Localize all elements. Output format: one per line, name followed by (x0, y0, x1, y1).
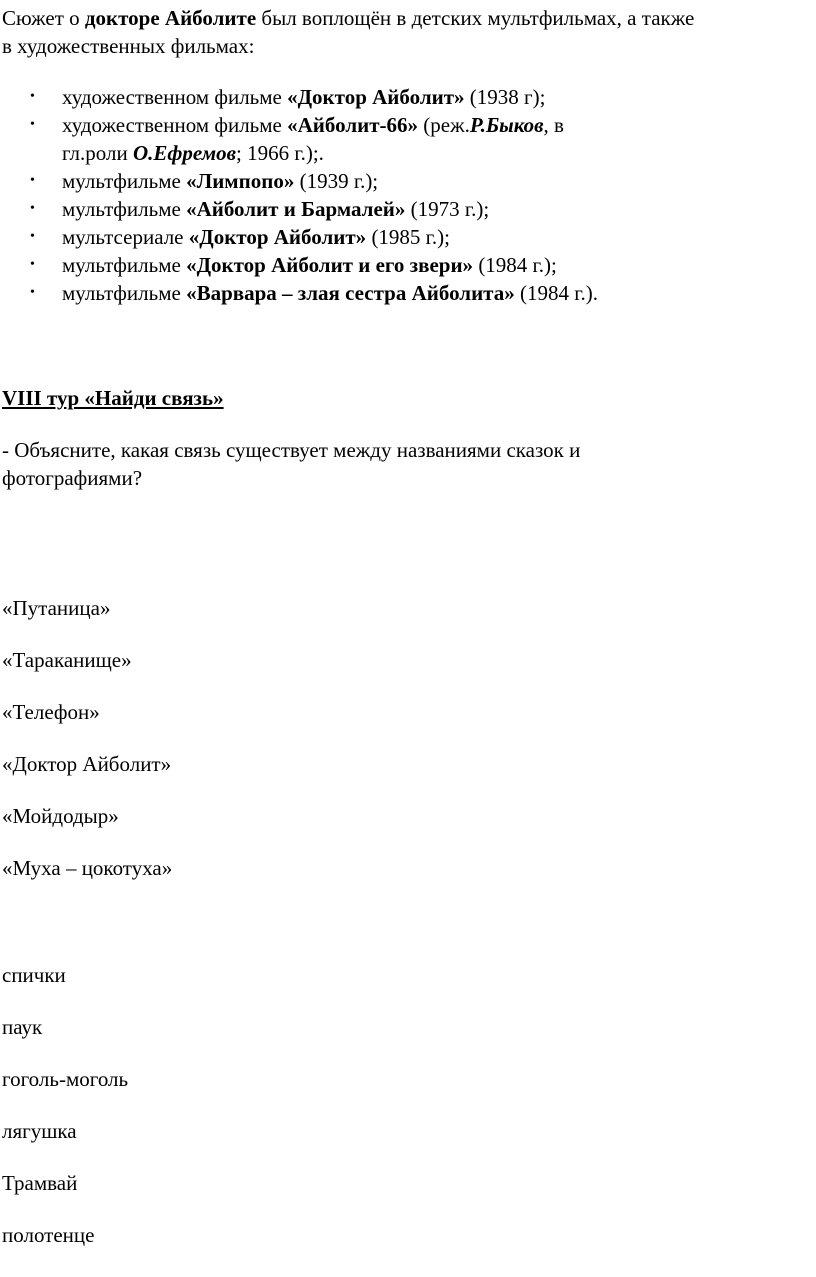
film-prefix: мультфильме (62, 253, 187, 277)
list-item (0, 223, 720, 251)
list-item: «Муха – цокотуха» (2, 856, 173, 880)
film-title: «Доктор Айболит и его звери» (186, 253, 474, 277)
bullet-icon: • (30, 117, 35, 132)
film-title: «Варвара – злая сестра Айболита» (186, 281, 515, 305)
film-title: «Лимпопо» (186, 169, 295, 193)
film-title: «Айболит и Бармалей» (186, 197, 406, 221)
intro-paragraph (2, 4, 814, 60)
bullet-icon: • (30, 257, 35, 272)
list-item (0, 83, 720, 111)
film-title: «Доктор Айболит» (287, 85, 465, 109)
intro-text-after: был воплощён в детских мультфильмах, а также (256, 6, 695, 30)
list-item: полотенце (2, 1223, 95, 1247)
film-title: «Айболит-66» (287, 113, 419, 137)
film-title: «Доктор Айболит» (188, 225, 367, 249)
film-actor-prefix: гл.роли (62, 141, 133, 165)
intro-bold-name: докторе Айболите (84, 6, 257, 30)
film-prefix: художественном фильме (62, 113, 288, 137)
film-prefix: мультфильме (62, 197, 187, 221)
film-suffix: (1984 г.); (473, 253, 557, 277)
question-line-1: - Объясните, какая связь существует между названиями сказок и (2, 438, 581, 462)
question-text (2, 436, 722, 492)
list-item: «Доктор Айболит» (2, 752, 172, 776)
film-suffix: (1984 г.). (514, 281, 598, 305)
bullet-icon: • (30, 173, 35, 188)
list-item: паук (2, 1015, 43, 1039)
list-item: «Мойдодыр» (2, 804, 119, 828)
films-list (0, 83, 720, 307)
film-actor: О.Ефремов (132, 141, 236, 165)
list-item: гоголь-моголь (2, 1067, 129, 1091)
list-item: Трамвай (2, 1171, 78, 1195)
bullet-icon: • (30, 285, 35, 300)
list-item (0, 167, 720, 195)
bullet-icon: • (30, 89, 35, 104)
list-item (0, 251, 720, 279)
list-item: лягушка (2, 1119, 77, 1143)
objects-list (2, 961, 128, 1273)
film-prefix: художественном фильме (62, 85, 288, 109)
list-item (0, 279, 720, 307)
bullet-icon: • (30, 201, 35, 216)
list-item (0, 195, 720, 223)
list-item (0, 111, 720, 167)
question-line-2: фотографиями? (2, 466, 143, 490)
film-prefix: мультфильме (62, 169, 187, 193)
list-item: «Путаница» (2, 596, 111, 620)
film-suffix: (1973 г.); (405, 197, 490, 221)
film-suffix: (1985 г.); (366, 225, 451, 249)
film-suffix: (1939 г.); (294, 169, 379, 193)
film-director-prefix: (реж. (418, 113, 470, 137)
section-heading: VIII тур «Найди связь» (2, 386, 224, 410)
intro-line-2: в художественных фильмах: (2, 34, 255, 58)
intro-text-before: Сюжет о (2, 6, 85, 30)
list-item: «Тараканище» (2, 648, 132, 672)
film-suffix: (1938 г); (464, 85, 546, 109)
film-suffix: ; 1966 г.);. (236, 141, 324, 165)
bullet-icon: • (30, 229, 35, 244)
tales-list (2, 594, 172, 906)
film-director: Р.Быков (469, 113, 544, 137)
film-mid-text: , в (543, 113, 564, 137)
list-item: спички (2, 963, 66, 987)
film-prefix: мультсериале (62, 225, 189, 249)
film-prefix: мультфильме (62, 281, 187, 305)
list-item: «Телефон» (2, 700, 100, 724)
